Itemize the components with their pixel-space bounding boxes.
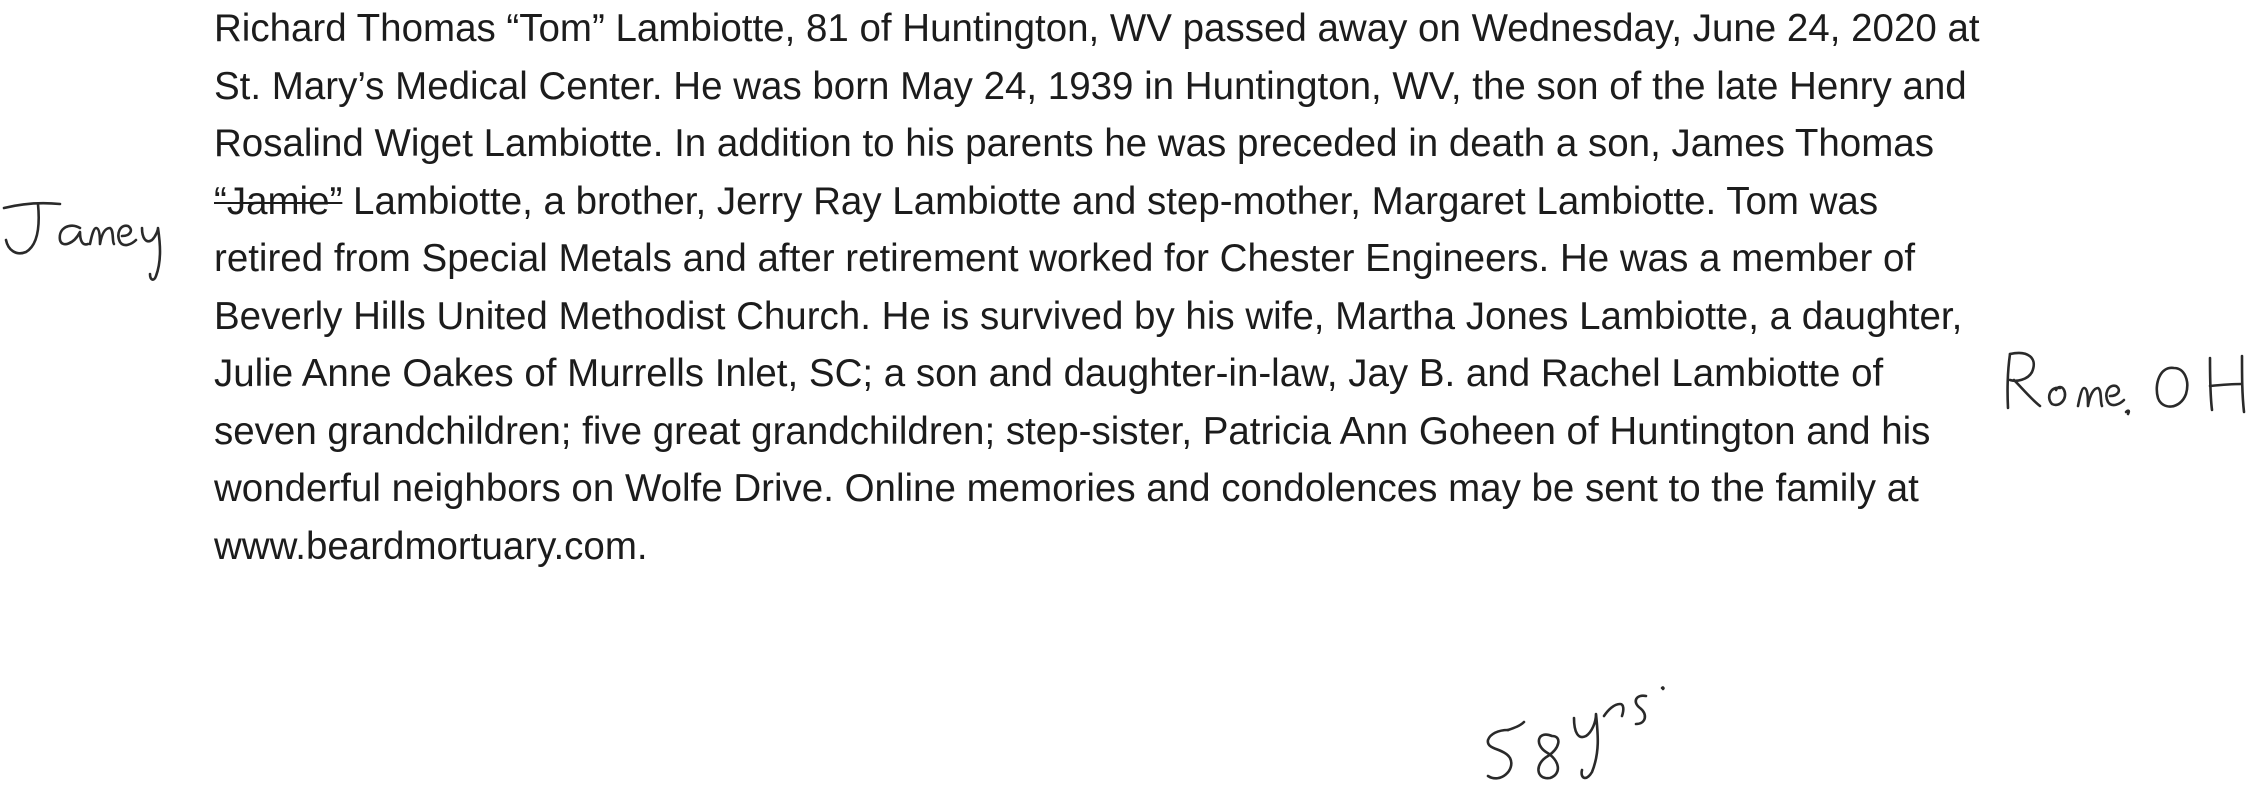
obituary-line: St. Mary’s Medical Center. He was born May 24, 1939 in Huntington, WV, the son of the late Henry and [214, 64, 1967, 108]
obituary-text [214, 0, 2194, 575]
obituary-line: Rosalind Wiget Lambiotte. In addition to his parents he was preceded in death a son, James Thomas [214, 122, 1934, 165]
obituary-line: wonderful neighbors on Wolfe Drive. Online memories and condolences may be sent to the family at [214, 467, 1919, 510]
obituary-line: www.beardmortuary.com. [214, 524, 648, 568]
obituary-line: seven grandchildren; five great grandchildren; step-sister, Patricia Ann Goheen of Huntington and his [214, 409, 1931, 453]
obituary-line: retired from Special Metals and after retirement worked for Chester Engineers. He was a member of [214, 237, 1916, 280]
handwritten-bottom-note [1470, 660, 1690, 800]
obituary-line: Julie Anne Oakes of Murrells Inlet, SC; a son and daughter-in-law, Jay B. and Rachel Lambiotte of [214, 352, 1884, 395]
obituary-line [214, 173, 2194, 231]
obituary-line-rest: Lambiotte, a brother, Jerry Ray Lambiotte and step-mother, Margaret Lambiotte. Tom was [342, 179, 1879, 223]
obituary-line: Richard Thomas “Tom” Lambiotte, 81 of Huntington, WV passed away on Wednesday, June 24, 2020 at [214, 7, 1980, 50]
handwritten-margin-note [0, 190, 190, 270]
obituary-line: Beverly Hills United Methodist Church. He is survived by his wife, Martha Jones Lambiotte, a daughter, [214, 294, 1963, 338]
struck-nickname: “Jamie” [214, 179, 343, 223]
